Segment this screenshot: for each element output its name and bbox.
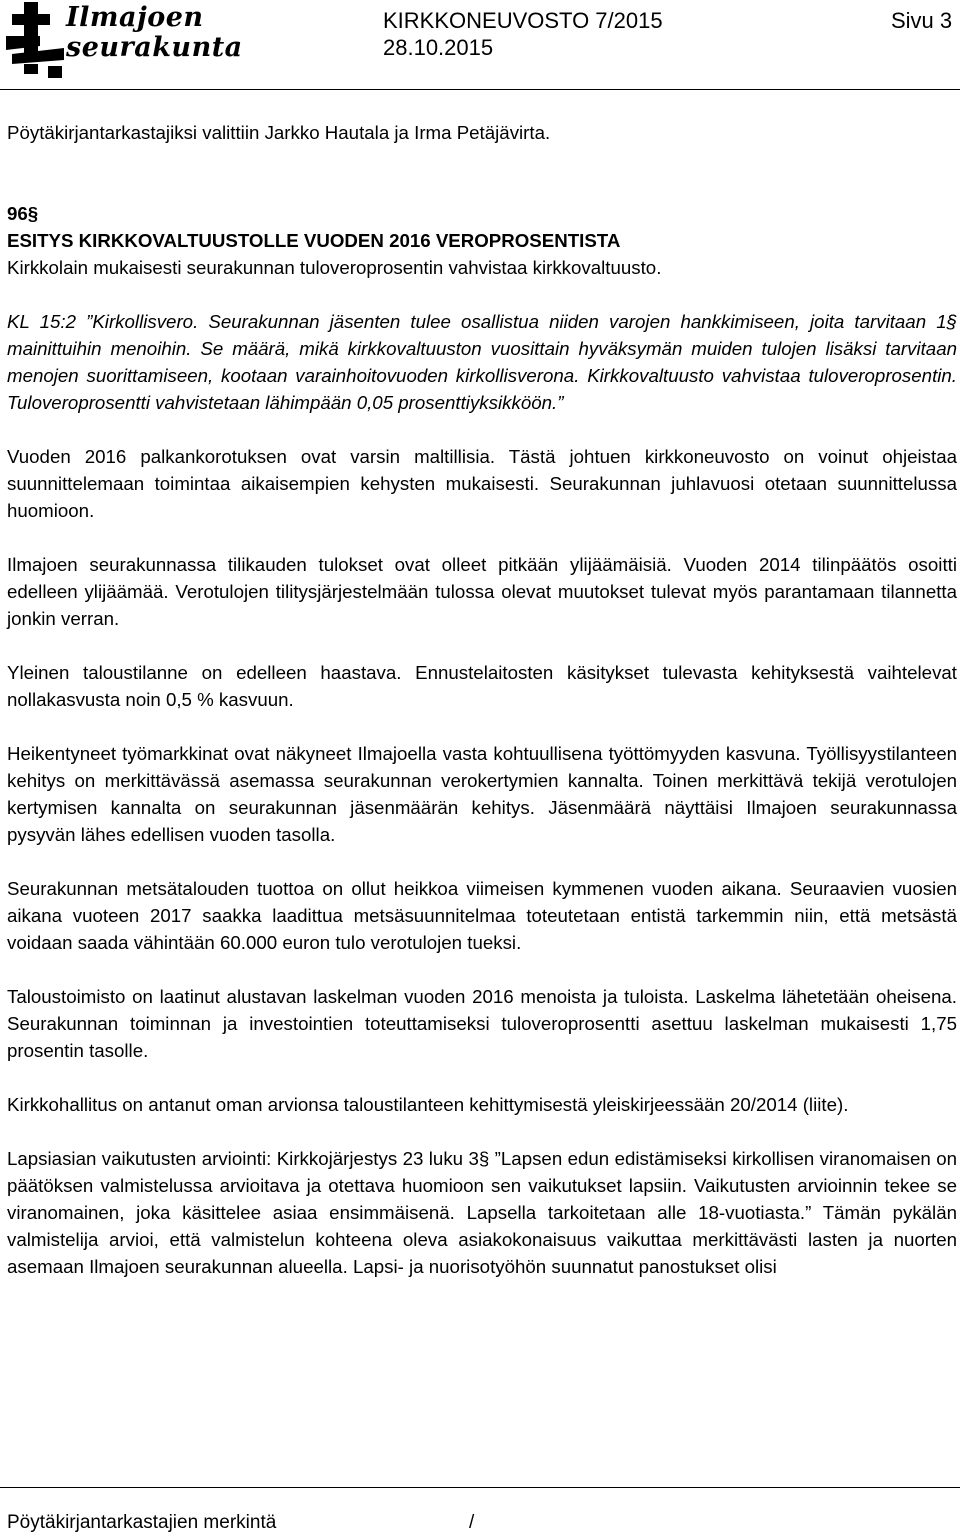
- paragraph-metsatalous: Seurakunnan metsätalouden tuottoa on ollut heikkoa viimeisen kymmenen vuoden aikana. Seuraavien vuosien aikana vuoteen 2017 saakka laadittua metsäsuunnitelmaa toteutetaan entistä tarkemmin niin, että metsästä voidaan saada vähintään 60.000 euron tulo verotulojen tueksi.: [7, 878, 957, 953]
- cross-icon: [6, 2, 64, 80]
- section-intro: Kirkkolain mukaisesti seurakunnan tuloveroprosentin vahvistaa kirkkovaltuusto.: [7, 257, 662, 278]
- paragraph-palkankorotus: Vuoden 2016 palkankorotuksen ovat varsin maltillisia. Tästä johtuen kirkkoneuvosto on voinut ohjeistaa suunnittelemaan toimintaa aikaisempien kehysten mukaisesti. Seurakunnan juhlavuosi otetaan suunnittelussa huomioon.: [7, 446, 957, 521]
- logo-text-line1: Ilmajoen: [66, 2, 204, 33]
- paragraph-kirkkohallitus: Kirkkohallitus on antanut oman arvionsa taloustilanteen kehittymisestä yleiskirjeessään 20/2014 (liite).: [7, 1094, 849, 1115]
- paragraph-tyomarkkinat: Heikentyneet työmarkkinat ovat näkyneet Ilmajoella vasta kohtuullisena työttömyyden kasvuna. Työllisyystilanteen kehitys on merkittävässä asemassa seurakunnan verokertymien kannalta. Toinen merkittävä tekijä verotulojen kertymisen kannalta on seurakunnan jäsenmäärän kehitys. Jäsenmäärä näyttäisi Ilmajoen seurakunnassa pysyvän lähes edellisen vuoden tasolla.: [7, 743, 957, 845]
- header-divider: [0, 89, 960, 90]
- paragraph-tarkastajat: Pöytäkirjantarkastajiksi valittiin Jarkko Hautala ja Irma Petäjävirta.: [7, 122, 551, 143]
- footer-slash: /: [469, 1512, 475, 1533]
- kl-quote: KL 15:2 ”Kirkollisvero. Seurakunnan jäsenten tulee osallistua niiden varojen hankkimiseen, joita tarvitaan 1§ mainittuihin menoihin. Se määrä, mikä kirkkovaltuuston vuosittain hyväksymän muiden tulojen lisäksi tarvitaan menojen suorittamiseen, kootaan varainhoitovuoden kirkollisverona. Kirkkovaltuusto vahvistaa tuloveroprosentin. Tuloveroprosentti vahvistetaan lähimpään 0,05 prosenttiyksikköön.”: [7, 311, 957, 413]
- page-header: [0, 0, 960, 92]
- document-title: KIRKKONEUVOSTO 7/2015: [383, 8, 663, 33]
- page-footer: [7, 1512, 475, 1534]
- paragraph-laskelma: Taloustoimisto on laatinut alustavan laskelman vuoden 2016 menoista ja tuloista. Laskelma lähetetään oheisena. Seurakunnan toiminnan ja investointien toteuttamiseksi tuloveroprosentti asettuu laskelman mukaisesti 1,75 prosentin tasolle.: [7, 986, 957, 1061]
- section-title: ESITYS KIRKKOVALTUUSTOLLE VUODEN 2016 VEROPROSENTISTA: [7, 230, 621, 251]
- paragraph-tilikausi: Ilmajoen seurakunnassa tilikauden tulokset ovat olleet pitkään ylijäämäisiä. Vuoden 2014 tilinpäätös osoitti edelleen ylijäämää. Verotulojen tilitysjärjestelmään tulossa olevat muutokset tulevat myös parantamaan tilannetta jonkin verran.: [7, 554, 957, 629]
- paragraph-lapsiasia: Lapsiasian vaikutusten arviointi: Kirkkojärjestys 23 luku 3§ ”Lapsen edun edistämiseksi kirkollisen viranomaisen on päätöksen valmistelussa arvioitava ja otettava huomioon sen vaikutukset lapsiin. Vaikutusten arvioinnin tekee se viranomainen, joka käsittelee asiaa ensimmäisenä. Lapsella tarkoitetaan alle 18-vuotiasta.” Tämän pykälän valmistelija arvioi, että valmistelun kohteena oleva asiakokonaisuus vaikuttaa merkittävästi lasten ja nuorten asemaan Ilmajoen seurakunnan alueella. Lapsi- ja nuorisotyöhön suunnatut panostukset olisi: [7, 1148, 957, 1277]
- section-heading: [7, 200, 957, 227]
- section-sign-icon: §: [27, 203, 39, 224]
- footer-label: Pöytäkirjantarkastajien merkintä: [7, 1512, 277, 1533]
- parish-logo: [6, 2, 246, 80]
- section-number: 96: [7, 203, 28, 224]
- paragraph-taloustilanne: Yleinen taloustilanne on edelleen haastava. Ennustelaitosten käsitykset tulevasta kehityksestä vaihtelevat nollakasvusta noin 0,5 % kasvuun.: [7, 662, 957, 710]
- page-number: Sivu 3: [891, 8, 953, 33]
- logo-text-line2: seurakunta: [66, 32, 243, 63]
- footer-divider: [0, 1487, 960, 1488]
- document-date: 28.10.2015: [383, 35, 494, 60]
- document-body: [7, 119, 957, 1280]
